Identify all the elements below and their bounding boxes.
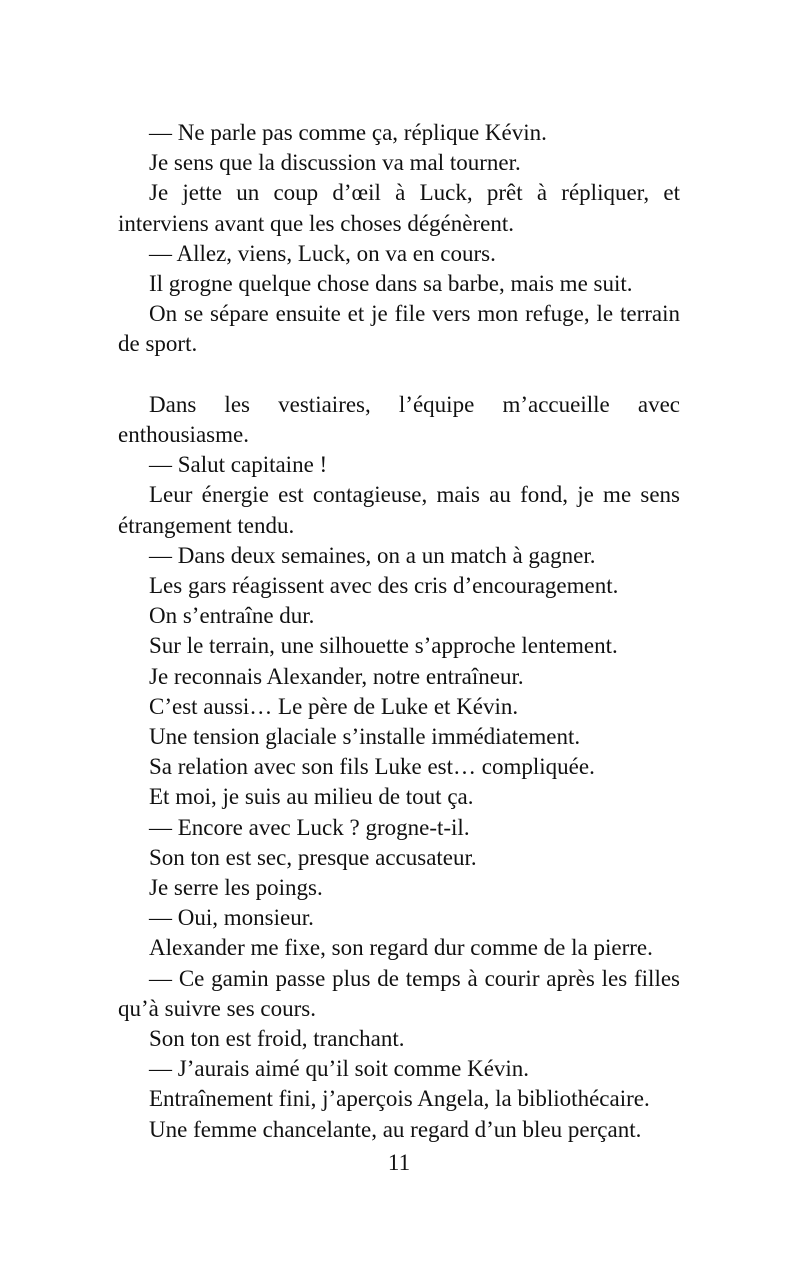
paragraph: Une tension glaciale s’installe immédiatement. xyxy=(149,724,581,750)
paragraph: — Ce gamin passe plus de temps à courir après les filles qu’à suivre ses cours. xyxy=(118,965,680,1021)
paragraph: Son ton est froid, tranchant. xyxy=(149,1026,405,1052)
paragraph: — Ne parle pas comme ça, réplique Kévin. xyxy=(149,120,547,145)
paragraph: Entraînement fini, j’aperçois Angela, la bibliothécaire. xyxy=(149,1086,650,1112)
paragraph: Il grogne quelque chose dans sa barbe, mais me suit. xyxy=(149,271,633,297)
paragraph: Alexander me fixe, son regard dur comme de la pierre. xyxy=(149,935,653,961)
book-page-text xyxy=(118,118,680,1145)
paragraph: Je jette un coup d’œil à Luck, prêt à répliquer, et interviens avant que les choses dégénèrent. xyxy=(118,180,680,236)
paragraph: — Salut capitaine ! xyxy=(149,452,328,478)
paragraph: Leur énergie est contagieuse, mais au fond, je me sens étrangement tendu. xyxy=(118,482,680,538)
paragraph: Je sens que la discussion va mal tourner. xyxy=(149,150,521,176)
paragraph: Les gars réagissent avec des cris d’encouragement. xyxy=(149,573,619,599)
paragraph: Sur le terrain, une silhouette s’approche lentement. xyxy=(149,633,618,659)
paragraph: Et moi, je suis au milieu de tout ça. xyxy=(149,784,474,810)
paragraph: On se sépare ensuite et je file vers mon refuge, le terrain de sport. xyxy=(118,301,680,357)
paragraph: Une femme chancelante, au regard d’un bleu perçant. xyxy=(149,1116,642,1142)
page-number: 11 xyxy=(387,1150,411,1175)
section-break xyxy=(118,360,680,390)
paragraph: Dans les vestiaires, l’équipe m’accueille avec enthousiasme. xyxy=(118,391,680,448)
paragraph: Sa relation avec son fils Luke est… compliquée. xyxy=(149,754,595,780)
paragraph: Je serre les poings. xyxy=(149,875,323,901)
paragraph: On s’entraîne dur. xyxy=(149,603,315,629)
paragraph: — J’aurais aimé qu’il soit comme Kévin. xyxy=(149,1056,530,1082)
paragraph: — Allez, viens, Luck, on va en cours. xyxy=(149,240,496,266)
paragraph: Son ton est sec, presque accusateur. xyxy=(149,844,477,870)
paragraph: — Dans deux semaines, on a un match à gagner. xyxy=(149,542,596,568)
paragraph: C’est aussi… Le père de Luke et Kévin. xyxy=(149,693,519,719)
paragraph: — Encore avec Luck ? grogne-t-il. xyxy=(149,814,470,840)
paragraph: Je reconnais Alexander, notre entraîneur. xyxy=(149,663,524,689)
paragraph: — Oui, monsieur. xyxy=(149,905,314,931)
